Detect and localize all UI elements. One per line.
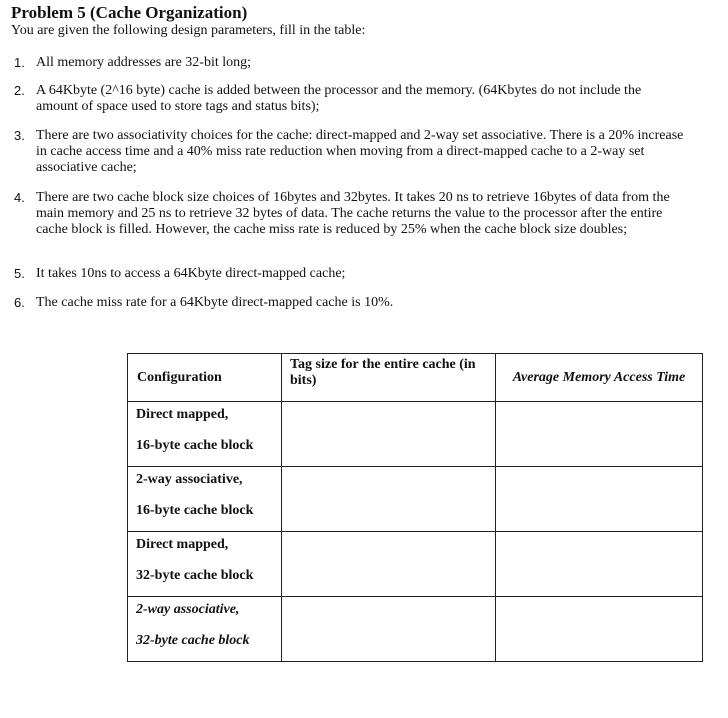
configuration-cell [128, 532, 282, 597]
configuration-line1: 2-way associative, [136, 472, 243, 487]
list-item-text: It takes 10ns to access a 64Kbyte direct-mapped cache; [36, 266, 346, 281]
list-item-text: A 64Kbyte (2^16 byte) cache is added between the processor and the memory. (64Kbytes do not include the amount of space used to store tags and status bits); [36, 83, 642, 114]
tag-size-cell[interactable] [282, 467, 496, 532]
table-row [128, 467, 703, 532]
configuration-line2: 32-byte cache block [136, 568, 254, 583]
configuration-cell [128, 402, 282, 467]
configuration-cell [128, 597, 282, 662]
configuration-line2: 16-byte cache block [136, 438, 254, 453]
configuration-line1: Direct mapped, [136, 537, 229, 552]
amat-cell[interactable] [496, 467, 703, 532]
list-item-number: 2. [14, 83, 25, 98]
list-item-number: 6. [14, 295, 25, 310]
tag-size-cell[interactable] [282, 402, 496, 467]
list-item-number: 1. [14, 55, 25, 70]
list-item-number: 3. [14, 128, 25, 143]
list-item-text: There are two cache block size choices of 16bytes and 32bytes. It takes 20 ns to retrieve 16bytes of data from the main memory and 25 ns to retrieve 32 bytes of data. The cache returns the value to the processor after the entire cache block is filled. However, the cache miss rate is reduced by 25% when the cache block size doubles; [36, 190, 670, 237]
table-row [128, 597, 703, 662]
configuration-line1: 2-way associative, [136, 602, 240, 617]
list-item-number: 4. [14, 190, 25, 205]
table-row [128, 402, 703, 467]
header-tag-size: Tag size for the entire cache (in bits) [282, 354, 496, 402]
configuration-line2: 16-byte cache block [136, 503, 254, 518]
problem-intro: You are given the following design parameters, fill in the table: [11, 23, 366, 38]
list-item-number: 5. [14, 266, 25, 281]
header-configuration: Configuration [128, 354, 282, 402]
tag-size-cell[interactable] [282, 597, 496, 662]
configuration-cell [128, 467, 282, 532]
amat-cell[interactable] [496, 597, 703, 662]
amat-cell[interactable] [496, 402, 703, 467]
tag-size-cell[interactable] [282, 532, 496, 597]
amat-cell[interactable] [496, 532, 703, 597]
list-item-text: The cache miss rate for a 64Kbyte direct-mapped cache is 10%. [36, 295, 394, 310]
list-item-text: All memory addresses are 32-bit long; [36, 55, 252, 70]
table-row [128, 532, 703, 597]
configuration-line2: 32-byte cache block [136, 633, 250, 648]
configuration-line1: Direct mapped, [136, 407, 229, 422]
cache-configuration-table [127, 353, 703, 662]
list-item-text: There are two associativity choices for the cache: direct-mapped and 2-way set associative. There is a 20% increase in cache access time and a 40% miss rate reduction when moving from a direct-mapped cache to a 2-way set associative cache; [36, 128, 684, 175]
problem-title: Problem 5 (Cache Organization) [11, 3, 248, 22]
table-header-row [128, 354, 703, 402]
header-amat: Average Memory Access Time [496, 354, 703, 402]
